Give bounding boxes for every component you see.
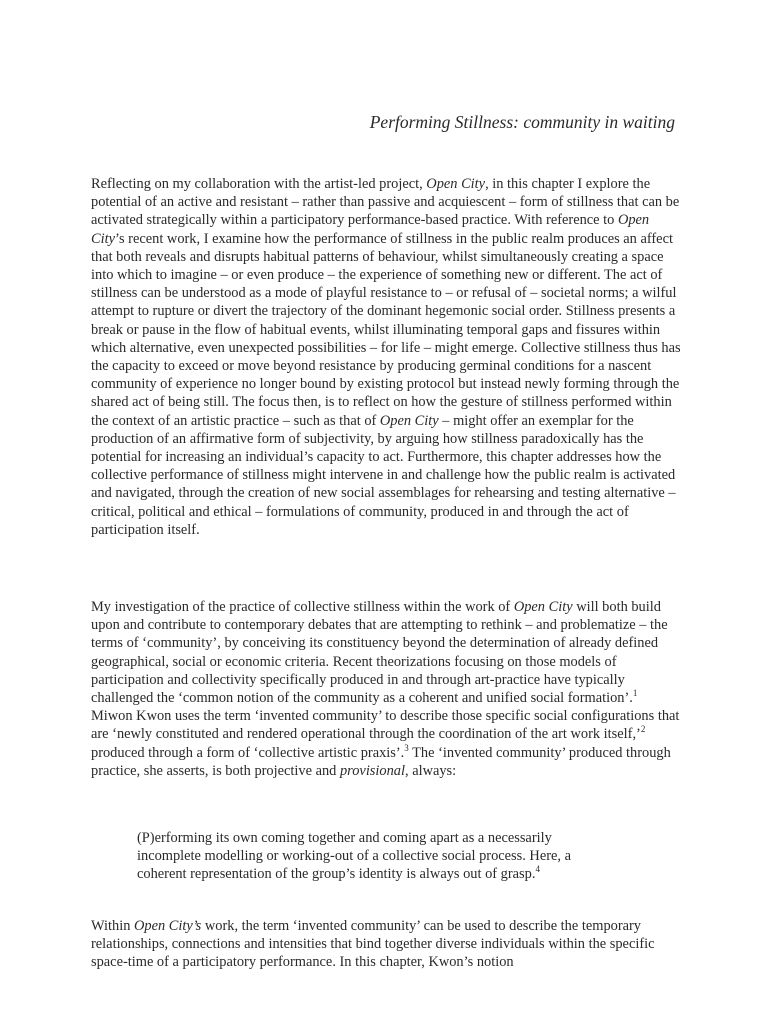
paragraph-text: ’s recent work, I examine how the performance of stillness in the public realm produces an affect that both reveals and disrupts habitual patterns of behaviour, whilst simultaneously creating a space into which to imagine – or even produce – the experience of something new or different. The act of stillness can be understood as a mode of playful resistance to – or refusal of – societal norms; a wilful attempt to rupture or divert the trajectory of the dominant hegemonic social order. Stillness presents a break or pause in the flow of habitual events, whilst illuminating temporal gaps and fissures within which alternative, even unexpected possibilities – for life – might emerge. Collective stillness thus has the capacity to exceed or move beyond resistance by producing germinal conditions for a nascent community of experience no longer bound by existing protocol but instead newly forming through the shared act of being still. The focus then, is to reflect on how the gesture of stillness performed within the context of an artistic practice – such as that of — [91, 230, 681, 429]
paragraph-text: Reflecting on my collaboration with the artist-led project, — [91, 176, 427, 192]
italic-term: provisional — [339, 762, 405, 779]
paragraph-text: The ‘invented community’ produced through practice, she asserts, is both projective and — [91, 744, 671, 779]
body-paragraph-1 — [91, 175, 681, 539]
body-paragraph-2 — [91, 598, 681, 780]
paragraph-text: work, the term ‘invented community’ can be used to describe the temporary relationships, connections and intensities that bind together diverse individuals within the specific space-time of a participatory performance. In this chapter, Kwon’s notion — [91, 918, 655, 971]
block-quote — [137, 829, 587, 884]
italic-title: Open City — [91, 212, 650, 247]
paragraph-text: will both build upon and contribute to contemporary debates that are attempting to rethink – and problematize – the terms of ‘community’, by conceiving its constituency beyond the determination of already defined geographical, social or economic criteria. Recent theorizations focusing on those models of participation and collectivity specifically produced in and through art-practice have typically challenged the ‘common notion of the community as a coherent and unified social formation’. — [91, 599, 668, 707]
italic-title: Open City — [426, 176, 486, 192]
quote-text: (P)erforming its own coming together and coming apart as a necessarily incomplete modelling or working-out of a collective social process. Here, a coherent representation of the group’s identity is always out of grasp. — [137, 830, 571, 883]
paragraph-text: , in this chapter I explore the potential of an active and resistant – rather than passive and acquiescent – form of stillness that can be activated strategically within a participatory performance-based practice. With reference to — [91, 176, 680, 229]
paragraph-text: Within — [91, 918, 134, 934]
footnote-marker: 1 — [632, 688, 638, 699]
paragraph-text: , always: — [405, 762, 457, 779]
italic-title: Open City — [513, 599, 573, 615]
paragraph-text: Miwon Kwon uses the term ‘invented community’ to describe those specific social configurations that are ‘newly constituted and rendered operational through the coordination of the art work itself,’ — [91, 708, 680, 743]
italic-title: Open City — [379, 412, 439, 429]
footnote-marker: 4 — [535, 864, 540, 875]
paragraph-text: My investigation of the practice of collective stillness within the work of — [91, 599, 514, 615]
paragraph-text: – might offer an exemplar for the production of an affirmative form of subjectivity, by arguing how stillness paradoxically has the potential for increasing an individual’s capacity to act. Furthermore, this chapter addresses how the collective performance of stillness might intervene in and challenge how the public realm is activated and navigated, through the creation of new social assemblages for rehearsing and testing alternative – critical, political and ethical – formulations of community, produced in and through the act of participation itself. — [91, 412, 676, 538]
body-paragraph-3 — [91, 917, 681, 972]
footnote-marker: 3 — [404, 742, 409, 753]
italic-title: Open City’s — [134, 918, 202, 934]
running-head: Performing Stillness: community in waiting — [369, 112, 675, 132]
paragraph-text: produced through a form of ‘collective artistic praxis’. — [91, 744, 405, 761]
footnote-marker: 2 — [640, 724, 646, 735]
